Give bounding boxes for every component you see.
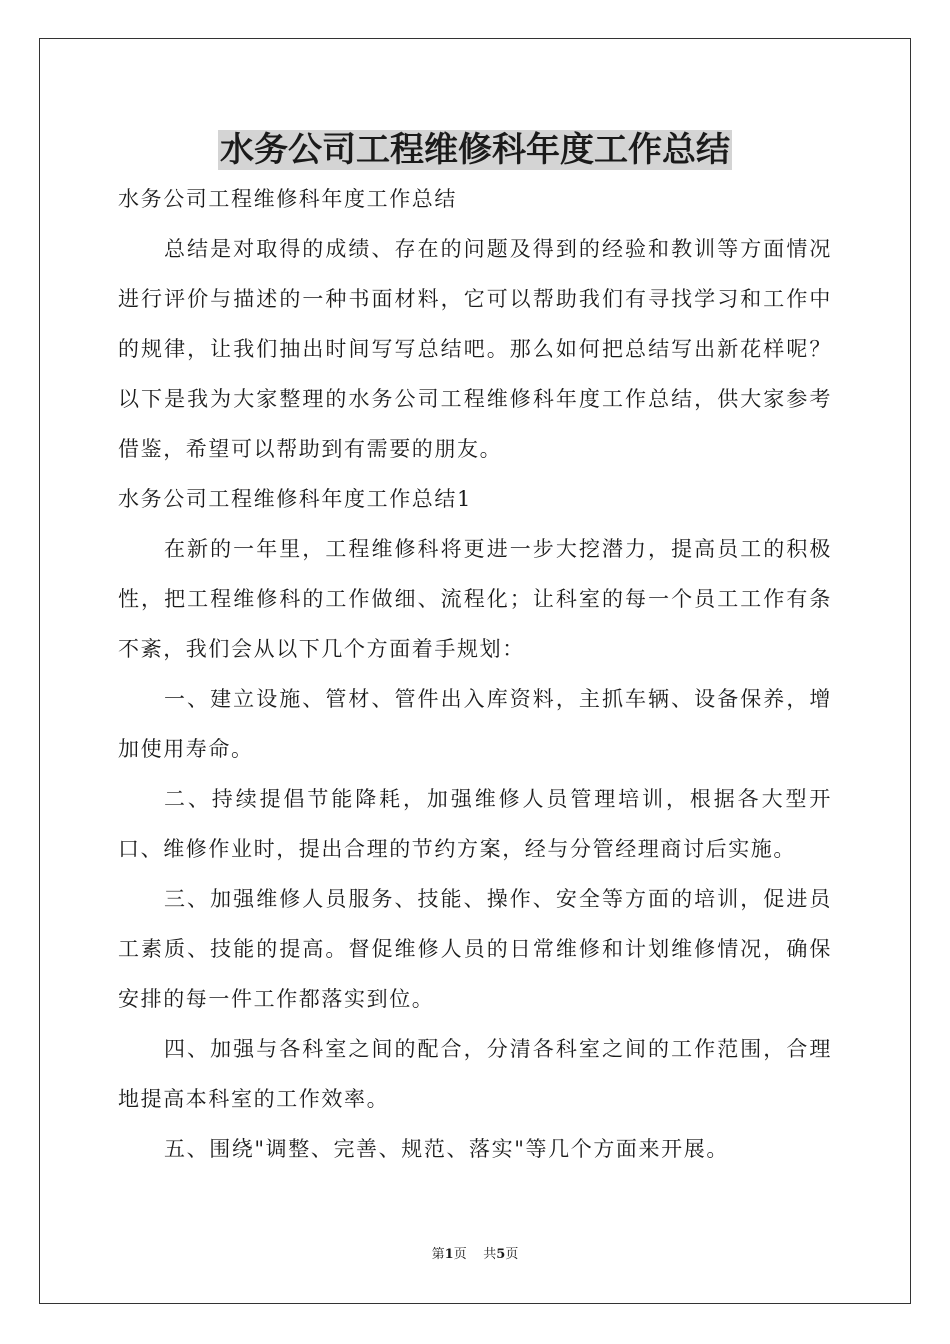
plan-item-2: 二、持续提倡节能降耗，加强维修人员管理培训，根据各大型开口、维修作业时，提出合理的节约方案，经与分管经理商讨后实施。 [118, 787, 832, 861]
document-title [0, 126, 950, 174]
page-footer [0, 1246, 950, 1264]
document-title-text: 水务公司工程维修科年度工作总结 [220, 130, 730, 170]
plan-item-5: 五、围绕"调整、完善、规范、落实"等几个方面来开展。 [164, 1137, 729, 1161]
section-heading: 水务公司工程维修科年度工作总结1 [118, 487, 472, 511]
section-intro-paragraph: 在新的一年里，工程维修科将更进一步大挖潜力，提高员工的积极性，把工程维修科的工作做细、流程化；让科室的每一个员工工作有条不紊，我们会从以下几个方面着手规划： [118, 537, 832, 661]
total-prefix: 共 [483, 1247, 497, 1262]
intro-paragraph: 总结是对取得的成绩、存在的问题及得到的经验和教训等方面情况进行评价与描述的一种书面材料，它可以帮助我们有寻找学习和工作中的规律，让我们抽出时间写写总结吧。那么如何把总结写出新花样呢？以下是我为大家整理的水务公司工程维修科年度工作总结，供大家参考借鉴，希望可以帮助到有需要的朋友。 [118, 237, 832, 461]
page-total-number: 5 [496, 1247, 506, 1262]
page-prefix: 第 [431, 1247, 445, 1262]
plan-item-4: 四、加强与各科室之间的配合，分清各科室之间的工作范围，合理地提高本科室的工作效率。 [118, 1037, 832, 1111]
plan-item-3: 三、加强维修人员服务、技能、操作、安全等方面的培训，促进员工素质、技能的提高。督促维修人员的日常维修和计划维修情况，确保安排的每一件工作都落实到位。 [118, 887, 832, 1011]
page-suffix: 页 [453, 1247, 467, 1262]
plan-item-1: 一、建立设施、管材、管件出入库资料，主抓车辆、设备保养，增加使用寿命。 [118, 687, 832, 761]
page-current-number: 1 [444, 1247, 454, 1262]
document-body [118, 174, 832, 1174]
total-suffix: 页 [505, 1247, 519, 1262]
document-subtitle: 水务公司工程维修科年度工作总结 [118, 187, 457, 211]
